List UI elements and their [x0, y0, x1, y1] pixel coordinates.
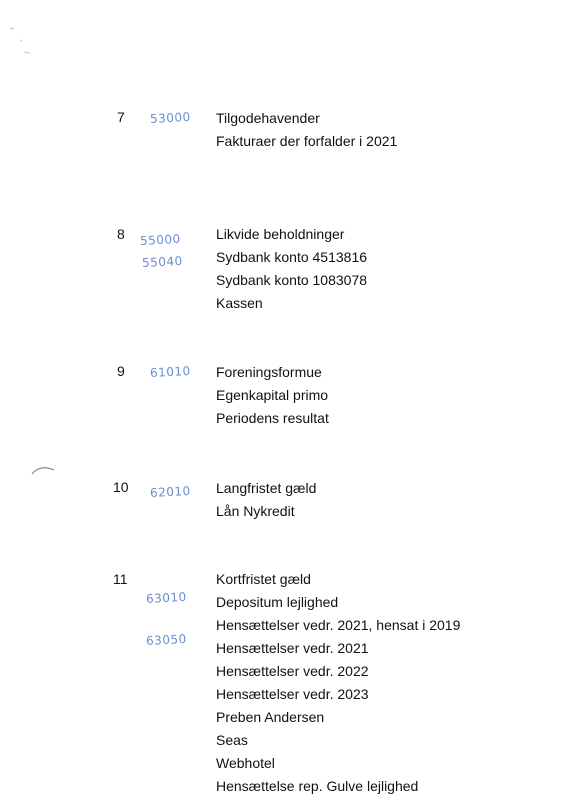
section-heading: Kortfristet gæld [216, 571, 311, 587]
handwritten-account: 62010 [149, 483, 191, 500]
section-line: Lån Nykredit [216, 503, 295, 519]
section-line: Kassen [216, 295, 263, 311]
section-line: Sydbank konto 1083078 [216, 272, 368, 288]
section-line: Hensættelser vedr. 2022 [216, 663, 369, 679]
section-line: Fakturaer der forfalder i 2021 [216, 133, 398, 149]
section-line: Preben Andersen [216, 709, 325, 725]
scan-artifact-mark [30, 462, 60, 478]
note-number: 7 [117, 109, 125, 125]
section-heading: Tilgodehavender [216, 110, 320, 126]
section-line: Hensættelser vedr. 2023 [216, 686, 369, 702]
handwritten-account: 63050 [145, 631, 187, 648]
section-line: Hensættelse rep. Gulve lejlighed [216, 778, 419, 794]
section-line: Webhotel [216, 755, 275, 771]
section-heading: Foreningsformue [216, 364, 322, 380]
section-lines [216, 361, 329, 430]
note-number: 8 [117, 226, 125, 242]
scan-artifact-top-left [4, 20, 44, 60]
section-lines [216, 477, 316, 523]
note-number: 9 [117, 363, 125, 379]
handwritten-account: 55040 [141, 253, 183, 270]
section-line: Egenkapital primo [216, 387, 329, 403]
section-heading: Likvide beholdninger [216, 226, 345, 242]
handwritten-account: 63010 [145, 589, 187, 606]
note-number: 11 [113, 571, 128, 587]
section-line: Periodens resultat [216, 410, 329, 426]
section-line: Seas [216, 732, 248, 748]
section-lines [216, 223, 367, 315]
section-line: Hensættelser vedr. 2021, hensat i 2019 [216, 617, 461, 633]
section-lines [216, 107, 397, 153]
handwritten-account: 55000 [139, 231, 181, 248]
section-line: Sydbank konto 4513816 [216, 249, 368, 265]
section-line: Depositum lejlighed [216, 594, 339, 610]
handwritten-account: 61010 [149, 363, 191, 380]
handwritten-account: 53000 [149, 109, 191, 126]
note-number: 10 [113, 479, 129, 495]
section-heading: Langfristet gæld [216, 480, 317, 496]
section-lines [216, 568, 460, 798]
section-line: Hensættelser vedr. 2021 [216, 640, 369, 656]
